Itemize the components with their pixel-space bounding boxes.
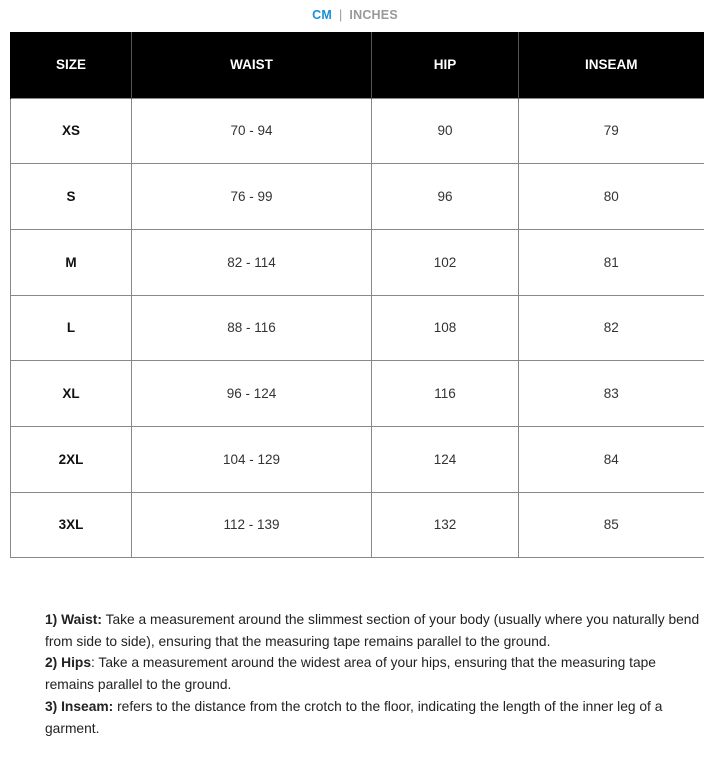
- table-row: [11, 492, 704, 558]
- hip-cell: 96: [372, 164, 519, 230]
- note-hips: [45, 652, 700, 695]
- size-cell: 2XL: [11, 426, 132, 492]
- note-text: : Take a measurement around the widest area of your hips, ensuring that the measuring tape remains parallel to the ground.: [45, 655, 656, 693]
- note-label: 3) Inseam:: [45, 698, 114, 714]
- note-label: 1) Waist:: [45, 612, 102, 627]
- note-text: refers to the distance from the crotch to the floor, indicating the length of the inner leg of a garment.: [45, 698, 663, 736]
- hip-cell: 102: [372, 229, 519, 295]
- table-row: [11, 229, 704, 295]
- size-cell: M: [11, 229, 132, 295]
- table-row: [11, 361, 704, 427]
- waist-cell: 82 - 114: [132, 229, 372, 295]
- header-hip: HIP: [372, 32, 519, 98]
- hip-cell: 132: [372, 492, 519, 558]
- header-inseam: INSEAM: [519, 32, 704, 98]
- size-chart-table: [10, 32, 704, 558]
- table-row: [11, 426, 704, 492]
- hip-cell: 90: [372, 98, 519, 164]
- inseam-cell: 85: [519, 492, 704, 558]
- waist-cell: 76 - 99: [132, 164, 372, 230]
- unit-cm-button[interactable]: CM: [312, 8, 332, 22]
- header-waist: WAIST: [132, 32, 372, 98]
- measurement-notes: [45, 609, 700, 739]
- table-row: [11, 295, 704, 361]
- unit-inches-button[interactable]: INCHES: [349, 8, 398, 22]
- hip-cell: 124: [372, 426, 519, 492]
- size-cell: XS: [11, 98, 132, 164]
- inseam-cell: 81: [519, 229, 704, 295]
- waist-cell: 104 - 129: [132, 426, 372, 492]
- size-cell: L: [11, 295, 132, 361]
- note-label: 2) Hips: [45, 655, 91, 671]
- inseam-cell: 80: [519, 164, 704, 230]
- inseam-cell: 83: [519, 361, 704, 427]
- table-row: [11, 164, 704, 230]
- waist-cell: 96 - 124: [132, 361, 372, 427]
- hip-cell: 116: [372, 361, 519, 427]
- waist-cell: 112 - 139: [132, 492, 372, 558]
- note-inseam: [45, 696, 700, 739]
- size-cell: 3XL: [11, 492, 132, 558]
- note-text: Take a measurement around the slimmest section of your body (usually where you naturally bend from side to side), ensuring that the measuring tape remains parallel to the ground.: [45, 612, 700, 649]
- header-size: SIZE: [11, 32, 132, 98]
- waist-cell: 88 - 116: [132, 295, 372, 361]
- table-header-row: [11, 32, 704, 98]
- size-cell: XL: [11, 361, 132, 427]
- inseam-cell: 84: [519, 426, 704, 492]
- waist-cell: 70 - 94: [132, 98, 372, 164]
- note-waist: [45, 609, 700, 652]
- inseam-cell: 82: [519, 295, 704, 361]
- table-row: [11, 98, 704, 164]
- inseam-cell: 79: [519, 98, 704, 164]
- unit-separator: |: [338, 8, 343, 22]
- size-cell: S: [11, 164, 132, 230]
- unit-toggle: [0, 8, 710, 22]
- hip-cell: 108: [372, 295, 519, 361]
